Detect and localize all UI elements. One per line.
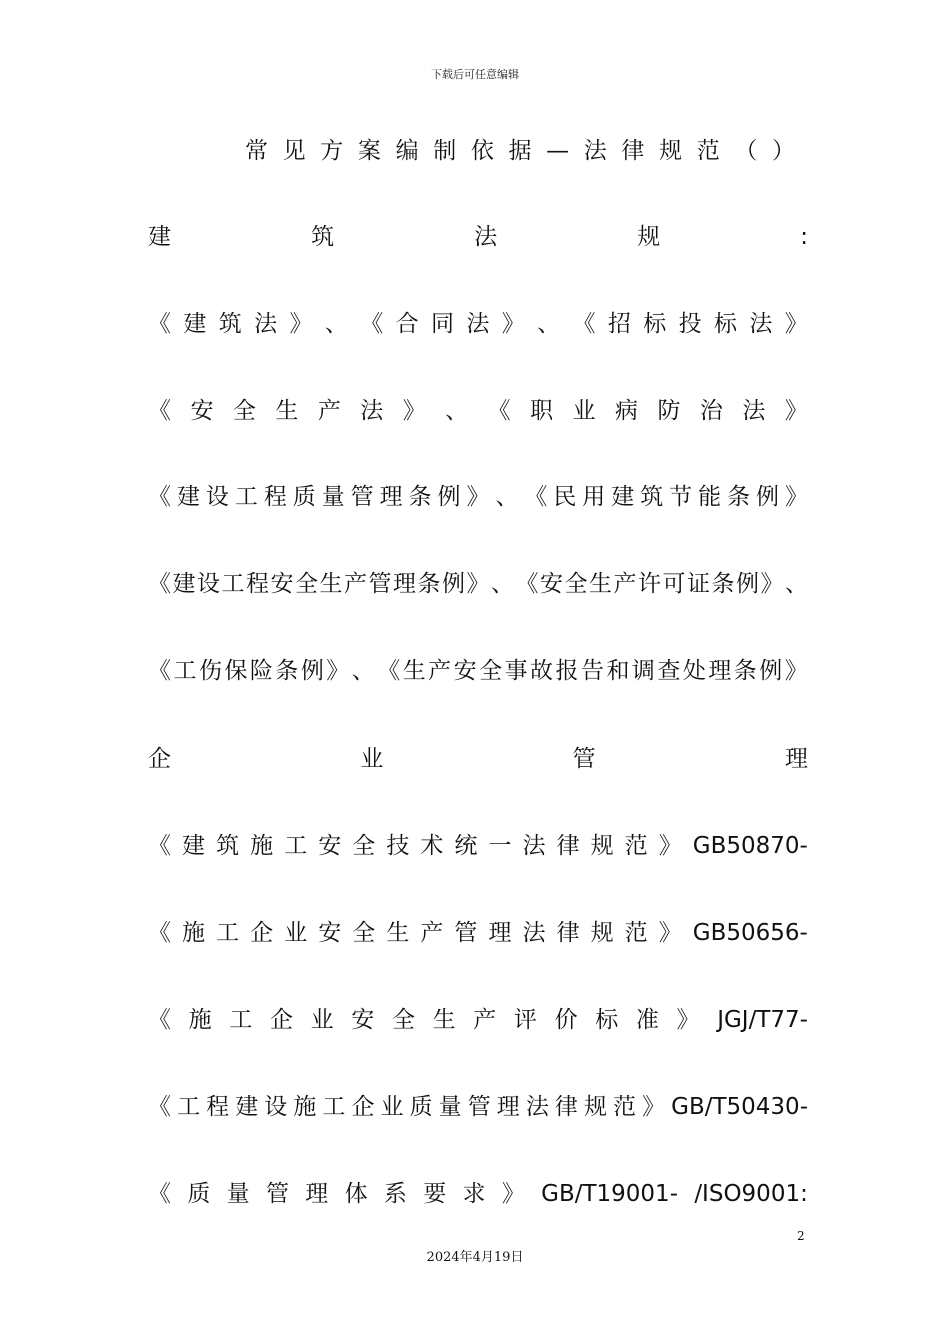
text-token: — bbox=[546, 138, 570, 164]
text-token: 条 bbox=[711, 571, 735, 597]
text-token: 《 bbox=[487, 398, 511, 424]
text-token: 制 bbox=[433, 138, 457, 164]
text-token: 全 bbox=[352, 920, 376, 946]
text-token: 生 bbox=[432, 1007, 456, 1033]
text-token: 筑 bbox=[311, 224, 335, 250]
text-token: 企 bbox=[148, 746, 171, 772]
text-token: 律 bbox=[554, 1094, 578, 1120]
text-token: 业 bbox=[360, 746, 384, 772]
text-token: 处 bbox=[682, 658, 706, 684]
standard-line bbox=[148, 1000, 808, 1040]
text-token: 》 bbox=[658, 920, 682, 946]
footer-date: 2024年4月19日 bbox=[426, 1250, 524, 1265]
text-token: 、 bbox=[491, 571, 514, 597]
text-token: 全 bbox=[232, 398, 256, 424]
text-token: 管 bbox=[350, 484, 374, 510]
regulation-line bbox=[148, 391, 808, 431]
text-token: 工 bbox=[177, 1094, 201, 1120]
text-token: 依 bbox=[470, 138, 494, 164]
text-token: 规 bbox=[583, 1094, 607, 1120]
text-token: 业 bbox=[284, 920, 308, 946]
text-token: 工 bbox=[221, 571, 245, 597]
text-token: 全 bbox=[391, 1007, 415, 1033]
text-token: 管 bbox=[265, 1181, 289, 1207]
text-token: 产 bbox=[420, 920, 444, 946]
text-token: 例 bbox=[756, 484, 780, 510]
text-token: 民 bbox=[553, 484, 577, 510]
text-token: 设 bbox=[205, 484, 229, 510]
text-token: 律 bbox=[556, 833, 580, 859]
text-token: 保 bbox=[224, 658, 248, 684]
text-token: 建 bbox=[182, 833, 206, 859]
text-token: 安 bbox=[190, 398, 214, 424]
text-token: 理 bbox=[305, 1181, 329, 1207]
text-token: 法 bbox=[466, 311, 490, 337]
text-token: 统 bbox=[454, 833, 478, 859]
text-token: 、 bbox=[324, 311, 348, 337]
text-token: 建 bbox=[183, 311, 207, 337]
text-token: 法 bbox=[522, 920, 546, 946]
standard-line bbox=[148, 1087, 808, 1127]
text-token: 防 bbox=[657, 398, 681, 424]
text-token: 工 bbox=[284, 833, 308, 859]
text-token: JGJ/T77- bbox=[717, 1007, 808, 1033]
text-token: 》 bbox=[676, 1007, 700, 1033]
text-token: 》 bbox=[784, 398, 808, 424]
page-header: 下载后可任意编辑 bbox=[431, 68, 519, 81]
text-token: 要 bbox=[423, 1181, 447, 1207]
text-token: 、 bbox=[445, 398, 469, 424]
text-token: 工 bbox=[216, 920, 240, 946]
text-token: 设 bbox=[264, 1094, 288, 1120]
standard-line bbox=[148, 826, 808, 866]
text-token: 节 bbox=[669, 484, 693, 510]
text-token: 可 bbox=[662, 571, 686, 597]
text-token: 建 bbox=[172, 571, 196, 597]
text-token: 》 bbox=[402, 398, 426, 424]
regulation-line bbox=[148, 477, 808, 517]
text-token: 见 bbox=[282, 138, 306, 164]
text-token: 调 bbox=[631, 658, 655, 684]
text-token: 》 bbox=[501, 311, 525, 337]
text-token: ） bbox=[771, 138, 795, 164]
text-token: 建 bbox=[176, 484, 200, 510]
text-token: 工 bbox=[322, 1094, 346, 1120]
text-token: 、 bbox=[495, 484, 519, 510]
text-token: 律 bbox=[556, 920, 580, 946]
text-token: 《 bbox=[377, 658, 401, 684]
text-token: 伤 bbox=[198, 658, 222, 684]
text-token: 范 bbox=[696, 138, 720, 164]
text-token: 产 bbox=[428, 658, 452, 684]
text-token: 》 bbox=[784, 658, 808, 684]
text-token: 投 bbox=[678, 311, 702, 337]
section-heading-building-regulations bbox=[148, 217, 808, 257]
text-token: 条 bbox=[727, 484, 751, 510]
text-token: 《 bbox=[572, 311, 596, 337]
text-token: 筑 bbox=[216, 833, 240, 859]
text-token: 律 bbox=[621, 138, 645, 164]
text-token: （ bbox=[734, 138, 758, 164]
text-token: 查 bbox=[657, 658, 681, 684]
text-token: 体 bbox=[344, 1181, 368, 1207]
text-token: 例 bbox=[442, 571, 465, 597]
text-token: 质 bbox=[292, 484, 316, 510]
text-token: 法 bbox=[360, 398, 384, 424]
text-token: 量 bbox=[438, 1094, 462, 1120]
regulation-line bbox=[148, 564, 808, 604]
text-token: 法 bbox=[525, 1094, 549, 1120]
text-token: 病 bbox=[614, 398, 638, 424]
text-token: 设 bbox=[197, 571, 220, 597]
text-token: 、 bbox=[351, 658, 375, 684]
text-token: 安 bbox=[351, 1007, 375, 1033]
text-token: 《 bbox=[515, 571, 539, 597]
text-token: 范 bbox=[624, 920, 648, 946]
text-token: 《 bbox=[148, 833, 171, 859]
text-token: 》 bbox=[642, 1094, 666, 1120]
text-token: 规 bbox=[637, 224, 661, 250]
text-token: 险 bbox=[249, 658, 273, 684]
text-token: 质 bbox=[409, 1094, 433, 1120]
text-token: 》 bbox=[784, 484, 808, 510]
text-token: 》 bbox=[326, 658, 350, 684]
text-token: 产 bbox=[344, 571, 367, 597]
text-token: 施 bbox=[188, 1007, 212, 1033]
text-token: 工 bbox=[229, 1007, 253, 1033]
text-token: 法 bbox=[522, 833, 546, 859]
text-token: 理 bbox=[708, 658, 732, 684]
text-token: 技 bbox=[386, 833, 410, 859]
text-token: 法 bbox=[583, 138, 607, 164]
text-token: 术 bbox=[420, 833, 444, 859]
standard-line bbox=[148, 913, 808, 953]
text-token: 工 bbox=[173, 658, 197, 684]
text-token: 条 bbox=[408, 484, 432, 510]
text-token: 故 bbox=[530, 658, 554, 684]
text-token: /ISO9001: bbox=[694, 1181, 808, 1207]
text-token: 工 bbox=[234, 484, 258, 510]
text-token: 评 bbox=[513, 1007, 537, 1033]
text-token: 生 bbox=[589, 571, 612, 597]
text-token: 全 bbox=[352, 833, 376, 859]
text-token: 理 bbox=[379, 484, 403, 510]
text-token: 求 bbox=[462, 1181, 486, 1207]
text-token: 建 bbox=[235, 1094, 259, 1120]
text-token: 系 bbox=[383, 1181, 407, 1207]
text-token: 业 bbox=[310, 1007, 334, 1033]
text-token: 施 bbox=[182, 920, 206, 946]
text-token: 能 bbox=[698, 484, 722, 510]
text-token: 条 bbox=[275, 658, 299, 684]
text-token: 建 bbox=[148, 224, 171, 250]
text-token: 生 bbox=[386, 920, 410, 946]
text-token: 同 bbox=[431, 311, 454, 337]
text-token: 管 bbox=[368, 571, 392, 597]
text-token: 用 bbox=[582, 484, 606, 510]
text-token: 全 bbox=[564, 571, 588, 597]
text-token: GB/T19001- bbox=[541, 1181, 678, 1207]
text-token: 》 bbox=[658, 833, 682, 859]
text-token: 法 bbox=[254, 311, 278, 337]
text-token: 安 bbox=[318, 920, 342, 946]
text-token: 例 bbox=[736, 571, 759, 597]
text-token: 企 bbox=[250, 920, 274, 946]
text-token: 法 bbox=[474, 224, 498, 250]
text-token: 》 bbox=[466, 484, 490, 510]
text-token: 业 bbox=[380, 1094, 404, 1120]
text-token: 一 bbox=[488, 833, 512, 859]
text-token: 《 bbox=[148, 920, 171, 946]
text-token: 安 bbox=[318, 833, 342, 859]
text-token: 价 bbox=[554, 1007, 578, 1033]
text-token: 全 bbox=[295, 571, 318, 597]
text-token: 编 bbox=[395, 138, 419, 164]
text-token: 常 bbox=[245, 138, 268, 164]
text-token: 法 bbox=[749, 311, 773, 337]
text-token: 程 bbox=[206, 1094, 230, 1120]
text-token: 生 bbox=[319, 571, 343, 597]
text-token: 施 bbox=[250, 833, 274, 859]
text-token: 》 bbox=[501, 1181, 525, 1207]
text-token: 《 bbox=[524, 484, 548, 510]
text-token: 建 bbox=[611, 484, 635, 510]
text-token: 理 bbox=[488, 920, 512, 946]
text-token: 招 bbox=[607, 311, 631, 337]
text-token: 量 bbox=[226, 1181, 250, 1207]
text-token: 生 bbox=[275, 398, 299, 424]
text-token: 范 bbox=[624, 833, 648, 859]
standard-line bbox=[148, 1174, 808, 1214]
text-token: 职 bbox=[530, 398, 554, 424]
text-token: 、 bbox=[537, 311, 561, 337]
text-token: GB50656- bbox=[692, 920, 808, 946]
text-token: 规 bbox=[590, 833, 614, 859]
text-token: 质 bbox=[187, 1181, 211, 1207]
text-token: 证 bbox=[687, 571, 710, 597]
text-token: 、 bbox=[785, 571, 808, 597]
text-token: : bbox=[800, 224, 808, 250]
text-token: 管 bbox=[454, 920, 478, 946]
text-token: 筑 bbox=[640, 484, 664, 510]
text-token: 方 bbox=[320, 138, 344, 164]
text-token: 生 bbox=[402, 658, 426, 684]
text-token: 标 bbox=[714, 311, 737, 337]
text-token: 产 bbox=[473, 1007, 497, 1033]
text-token: 施 bbox=[293, 1094, 317, 1120]
text-token: 据 bbox=[508, 138, 532, 164]
text-token: 产 bbox=[317, 398, 341, 424]
text-token: 告 bbox=[580, 658, 604, 684]
text-token: 《 bbox=[360, 311, 384, 337]
text-token: 例 bbox=[300, 658, 324, 684]
text-token: 程 bbox=[246, 571, 269, 597]
text-token: 规 bbox=[659, 138, 683, 164]
text-token: 》 bbox=[760, 571, 784, 597]
text-token: 理 bbox=[784, 746, 808, 772]
text-token: 许 bbox=[638, 571, 661, 597]
text-token: 程 bbox=[263, 484, 287, 510]
text-token: 《 bbox=[148, 1181, 171, 1207]
text-token: 例 bbox=[759, 658, 783, 684]
text-token: 管 bbox=[467, 1094, 491, 1120]
text-token: GB/T50430- bbox=[671, 1094, 808, 1120]
text-token: 治 bbox=[699, 398, 723, 424]
text-token: 企 bbox=[351, 1094, 375, 1120]
text-token: 和 bbox=[606, 658, 630, 684]
text-token: 产 bbox=[613, 571, 637, 597]
text-token: 标 bbox=[595, 1007, 619, 1033]
text-token: 条 bbox=[417, 571, 441, 597]
text-token: 规 bbox=[590, 920, 614, 946]
text-token: 》 bbox=[289, 311, 313, 337]
text-token: 条 bbox=[733, 658, 757, 684]
text-token: 案 bbox=[357, 138, 381, 164]
text-token: 理 bbox=[496, 1094, 520, 1120]
text-token: 准 bbox=[635, 1007, 659, 1033]
text-token: 量 bbox=[321, 484, 345, 510]
text-token: 安 bbox=[270, 571, 294, 597]
regulation-line bbox=[148, 651, 808, 691]
text-token: 管 bbox=[572, 746, 596, 772]
text-token: 筑 bbox=[218, 311, 242, 337]
text-token: 》 bbox=[784, 311, 808, 337]
document-title bbox=[245, 131, 795, 171]
text-token: 《 bbox=[148, 311, 171, 337]
text-token: GB50870- bbox=[692, 833, 808, 859]
text-token: 标 bbox=[643, 311, 667, 337]
text-token: 《 bbox=[148, 1094, 171, 1120]
text-token: 》 bbox=[466, 571, 490, 597]
text-token: 法 bbox=[742, 398, 766, 424]
text-token: 企 bbox=[269, 1007, 293, 1033]
text-token: 例 bbox=[437, 484, 461, 510]
text-token: 业 bbox=[572, 398, 596, 424]
section-heading-enterprise-management bbox=[148, 739, 808, 779]
text-token: 合 bbox=[395, 311, 419, 337]
regulation-line bbox=[148, 304, 808, 344]
text-token: 《 bbox=[148, 1007, 171, 1033]
text-token: 报 bbox=[555, 658, 579, 684]
text-token: 《 bbox=[148, 571, 171, 597]
text-token: 全 bbox=[479, 658, 503, 684]
text-token: 《 bbox=[148, 398, 171, 424]
text-token: 《 bbox=[148, 484, 171, 510]
page-number: 2 bbox=[797, 1229, 805, 1243]
text-token: 理 bbox=[393, 571, 416, 597]
text-token: 范 bbox=[613, 1094, 636, 1120]
text-token: 安 bbox=[540, 571, 563, 597]
text-token: 《 bbox=[148, 658, 171, 684]
text-token: 事 bbox=[504, 658, 528, 684]
text-token: 安 bbox=[453, 658, 477, 684]
